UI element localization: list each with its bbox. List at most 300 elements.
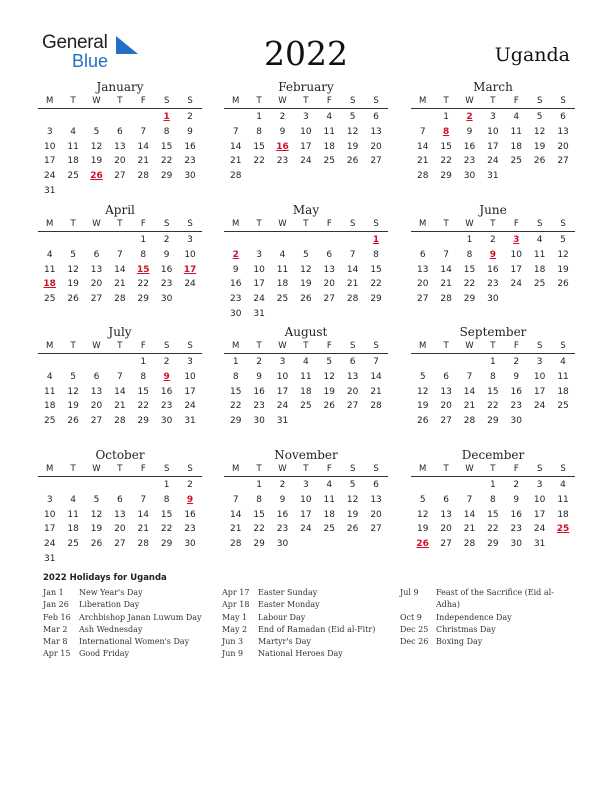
holiday-item [43, 648, 213, 660]
holiday-list-title: 2022 Holidays for Uganda [43, 573, 167, 583]
day-cell: 29 [253, 539, 265, 550]
day-cell: 28 [370, 401, 382, 412]
holiday-item [222, 624, 392, 636]
day-cell: 17 [43, 524, 56, 535]
holiday-day-cell: 9 [186, 494, 194, 505]
weekday-label: S [536, 464, 543, 474]
day-cell: 12 [346, 494, 359, 505]
day-cell [294, 233, 317, 248]
day-cell: 7 [443, 249, 449, 260]
holiday-day-cell: 3 [513, 235, 520, 245]
day-cell: 2 [256, 357, 262, 367]
day-cell [61, 478, 84, 493]
weekday-header [411, 340, 575, 354]
day-cell: 4 [536, 235, 543, 245]
day-cell: 29 [160, 171, 173, 182]
day-cell: 18 [323, 141, 335, 152]
day-cell: 14 [229, 141, 242, 152]
holiday-item [43, 612, 213, 624]
month-september [411, 325, 575, 429]
day-cell: 31 [253, 308, 265, 319]
day-cell: 28 [114, 416, 126, 427]
day-cell: 10 [184, 371, 196, 382]
holiday-item [43, 624, 213, 636]
month-may [224, 203, 388, 322]
day-cell [61, 233, 84, 248]
weekday-label: F [326, 219, 332, 229]
day-cell: 28 [463, 539, 476, 550]
logo-general-text: General [42, 32, 108, 53]
weekday-label: M [46, 96, 54, 106]
week-row [38, 399, 202, 414]
holiday-name: National Heroes Day [258, 649, 343, 659]
day-cell: 17 [300, 509, 312, 520]
week-row [38, 263, 202, 278]
day-cell [411, 355, 434, 370]
week-row [38, 248, 202, 263]
holiday-item [222, 636, 392, 648]
day-cell: 15 [370, 264, 382, 275]
weekday-label: F [513, 219, 519, 229]
day-cell: 25 [533, 279, 546, 290]
month-august [224, 325, 388, 429]
day-cell [132, 184, 155, 199]
day-cell: 24 [510, 279, 522, 290]
day-cell [318, 414, 341, 429]
day-cell [505, 292, 528, 307]
page-header [0, 0, 612, 80]
day-cell: 18 [276, 279, 289, 290]
month-title: September [459, 325, 527, 339]
day-cell [224, 110, 247, 125]
day-cell: 31 [533, 539, 546, 550]
day-cell: 3 [303, 112, 309, 122]
week-row [224, 370, 388, 385]
day-cell: 17 [510, 264, 522, 275]
day-cell: 7 [232, 494, 239, 505]
weekday-label: S [349, 96, 356, 106]
holiday-name: New Year's Day [79, 588, 143, 597]
day-cell: 30 [184, 171, 196, 182]
weekday-label: S [560, 219, 566, 229]
holiday-item [400, 587, 560, 612]
day-cell [155, 184, 178, 199]
day-cell [38, 110, 61, 125]
day-cell: 21 [229, 156, 242, 167]
weekday-label: W [92, 219, 101, 229]
day-cell: 9 [513, 371, 520, 382]
day-cell: 21 [137, 524, 149, 535]
day-cell: 9 [513, 494, 520, 505]
week-row [224, 508, 388, 523]
weekday-label: M [232, 96, 240, 106]
week-row [38, 370, 202, 385]
weekday-label: T [490, 341, 496, 351]
day-cell: 10 [276, 371, 289, 382]
month-april [38, 203, 202, 307]
day-cell: 4 [513, 112, 520, 122]
weekday-label: T [70, 464, 76, 474]
day-cell: 19 [346, 141, 359, 152]
holiday-item [400, 636, 560, 648]
day-cell: 7 [466, 371, 473, 382]
day-cell: 24 [533, 401, 546, 412]
day-cell: 5 [93, 494, 100, 505]
day-cell: 23 [276, 524, 289, 535]
day-cell [434, 478, 457, 493]
holiday-day-cell: 26 [416, 539, 429, 550]
day-cell: 22 [229, 401, 242, 412]
day-cell: 22 [137, 279, 149, 290]
day-cell: 14 [440, 264, 452, 275]
holiday-column [400, 587, 560, 648]
day-cell: 17 [300, 141, 312, 152]
day-cell: 21 [463, 401, 476, 412]
holiday-day-cell: 25 [556, 524, 570, 535]
week-row [224, 399, 388, 414]
day-cell [178, 184, 201, 199]
day-cell: 22 [160, 524, 173, 535]
day-cell: 16 [229, 279, 242, 290]
week-row [224, 385, 388, 400]
holiday-date: May 1 [222, 612, 248, 622]
month-title: November [274, 448, 338, 462]
holiday-date: Apr 18 [222, 600, 250, 610]
day-cell: 25 [323, 524, 335, 535]
weekday-label: W [92, 96, 101, 106]
day-cell: 8 [490, 494, 496, 505]
day-cell: 24 [487, 156, 499, 167]
day-cell: 29 [160, 539, 173, 550]
day-cell: 15 [229, 386, 242, 397]
day-cell: 16 [510, 509, 522, 520]
day-cell: 1 [466, 235, 473, 245]
weekday-label: S [163, 341, 170, 351]
holiday-name: Easter Monday [258, 600, 320, 610]
day-cell: 27 [557, 156, 569, 167]
weekday-label: F [513, 464, 519, 474]
day-cell: 19 [533, 141, 546, 152]
week-row [38, 125, 202, 140]
day-cell: 19 [90, 524, 103, 535]
day-cell [108, 552, 131, 567]
day-cell: 9 [256, 371, 262, 382]
day-cell: 11 [323, 494, 335, 505]
day-cell: 13 [346, 371, 359, 382]
day-cell: 24 [184, 279, 196, 290]
day-cell: 4 [560, 357, 566, 367]
day-cell: 20 [370, 141, 382, 152]
day-cell [458, 355, 481, 370]
day-cell: 13 [114, 509, 126, 520]
day-cell: 25 [43, 294, 56, 305]
holiday-name: Feast of the Sacrifice (Eid al-Adha) [436, 588, 554, 610]
day-cell: 31 [184, 416, 196, 427]
holiday-name: Easter Sunday [258, 588, 318, 597]
day-cell: 29 [370, 294, 382, 305]
logo-blue-text: Blue [72, 51, 109, 71]
weekday-label: W [278, 96, 287, 106]
weekday-label: M [232, 219, 240, 229]
day-cell: 19 [323, 386, 335, 397]
week-row [411, 140, 575, 155]
week-row [411, 169, 575, 184]
weekday-header [411, 95, 575, 109]
day-cell: 19 [557, 264, 569, 275]
day-cell [318, 537, 341, 552]
week-row [411, 233, 575, 248]
day-cell [318, 307, 341, 322]
day-cell [294, 169, 317, 184]
week-row [38, 493, 202, 508]
day-cell: 30 [510, 539, 522, 550]
holiday-date: May 2 [222, 624, 248, 634]
day-cell [341, 169, 364, 184]
day-cell [38, 355, 61, 370]
weekday-label: W [465, 219, 474, 229]
day-cell: 2 [490, 235, 496, 245]
holiday-item [222, 599, 392, 611]
day-cell: 4 [326, 112, 333, 122]
day-cell: 2 [513, 480, 520, 490]
day-cell [247, 233, 270, 248]
day-cell: 10 [184, 249, 196, 260]
weekday-label: W [465, 96, 474, 106]
day-cell: 23 [160, 401, 173, 412]
day-cell: 12 [346, 126, 359, 137]
day-cell: 28 [229, 539, 242, 550]
day-cell: 12 [90, 141, 103, 152]
holiday-name: Good Friday [79, 649, 130, 659]
holiday-day-cell: 2 [232, 249, 239, 260]
day-cell: 12 [300, 264, 312, 275]
holiday-day-cell: 9 [163, 371, 170, 382]
holiday-date: Mar 2 [43, 624, 68, 634]
day-cell: 27 [90, 294, 103, 305]
weekday-label: T [443, 341, 449, 351]
day-cell: 12 [533, 126, 546, 137]
day-cell: 23 [253, 401, 265, 412]
weekday-label: T [303, 96, 309, 106]
day-cell: 16 [463, 141, 476, 152]
month-title: January [96, 80, 144, 94]
day-cell [341, 537, 364, 552]
week-row [224, 277, 388, 292]
day-cell: 11 [67, 141, 79, 152]
holiday-name: Boxing Day [436, 637, 483, 647]
day-cell [364, 537, 387, 552]
weekday-label: M [46, 341, 54, 351]
day-cell: 6 [93, 371, 100, 382]
weekday-label: T [117, 464, 123, 474]
day-cell: 20 [90, 401, 103, 412]
week-row [224, 233, 388, 248]
holiday-date: Apr 15 [43, 649, 71, 659]
weekday-label: T [490, 96, 496, 106]
day-cell: 19 [67, 401, 79, 412]
day-cell [294, 537, 317, 552]
day-cell [224, 478, 247, 493]
weekday-label: M [46, 464, 54, 474]
day-cell: 28 [416, 171, 429, 182]
day-cell: 14 [114, 386, 126, 397]
day-cell: 21 [137, 156, 149, 167]
holiday-date: Dec 25 [400, 624, 429, 634]
day-cell: 21 [440, 279, 452, 290]
weekday-label: S [560, 96, 566, 106]
day-cell: 20 [440, 401, 452, 412]
day-cell: 3 [46, 494, 53, 505]
day-cell: 17 [43, 156, 56, 167]
weekday-label: F [513, 96, 519, 106]
day-cell: 14 [137, 509, 149, 520]
day-cell: 19 [90, 156, 103, 167]
day-cell [411, 233, 434, 248]
day-cell: 9 [232, 264, 239, 275]
day-cell: 6 [443, 371, 449, 382]
day-cell [364, 307, 387, 322]
day-cell [411, 478, 434, 493]
holiday-date: Jul 9 [400, 588, 419, 597]
day-cell: 17 [533, 509, 546, 520]
day-cell: 11 [323, 126, 335, 137]
week-row [224, 110, 388, 125]
day-cell: 27 [440, 416, 452, 427]
day-cell: 1 [490, 357, 496, 367]
weekday-label: W [92, 341, 101, 351]
day-cell: 7 [466, 494, 473, 505]
day-cell: 4 [70, 494, 76, 505]
day-cell [108, 184, 131, 199]
day-cell: 10 [43, 509, 56, 520]
day-cell: 18 [43, 401, 56, 412]
weekday-label: F [140, 464, 146, 474]
day-cell: 7 [373, 357, 379, 367]
day-cell: 14 [463, 386, 476, 397]
week-row [224, 537, 388, 552]
day-cell: 28 [440, 294, 452, 305]
day-cell: 14 [229, 509, 242, 520]
day-cell: 11 [533, 249, 546, 260]
day-cell: 28 [137, 171, 149, 182]
day-cell: 14 [137, 141, 149, 152]
day-cell: 24 [300, 524, 312, 535]
day-cell: 18 [300, 386, 312, 397]
day-cell [271, 307, 294, 322]
day-cell: 16 [184, 509, 196, 520]
day-cell: 24 [300, 156, 312, 167]
day-cell: 13 [114, 141, 126, 152]
day-cell: 20 [114, 524, 126, 535]
weekday-label: S [187, 219, 193, 229]
day-cell: 8 [163, 494, 170, 505]
weekday-header [224, 340, 388, 354]
day-cell: 1 [256, 480, 262, 490]
weekday-label: F [326, 96, 332, 106]
day-cell: 11 [67, 509, 79, 520]
day-cell: 16 [253, 386, 265, 397]
day-cell: 10 [533, 371, 546, 382]
weekday-label: F [326, 464, 332, 474]
weekday-label: S [536, 219, 543, 229]
day-cell: 2 [163, 357, 170, 367]
day-cell: 28 [114, 294, 126, 305]
day-cell [85, 233, 108, 248]
weekday-label: T [443, 464, 449, 474]
day-cell: 3 [303, 480, 309, 490]
month-title: August [284, 325, 328, 339]
day-cell: 9 [466, 126, 473, 137]
day-cell: 22 [440, 156, 452, 167]
weekday-label: S [163, 219, 170, 229]
day-cell: 5 [419, 494, 426, 505]
day-cell: 1 [140, 235, 147, 245]
day-cell: 27 [90, 416, 103, 427]
day-cell [85, 355, 108, 370]
day-cell: 4 [303, 357, 309, 367]
week-row [224, 292, 388, 307]
month-title: June [479, 203, 507, 217]
day-cell: 12 [557, 249, 569, 260]
day-cell: 5 [419, 371, 426, 382]
day-cell: 8 [256, 494, 262, 505]
holiday-date: Jun 9 [222, 649, 244, 659]
day-cell: 12 [323, 371, 335, 382]
holiday-date: Jan 1 [43, 588, 64, 597]
day-cell: 26 [346, 524, 359, 535]
day-cell: 22 [253, 156, 265, 167]
holiday-name: Martyr's Day [258, 637, 311, 647]
day-cell [61, 110, 84, 125]
holiday-item [400, 624, 560, 636]
weekday-label: F [140, 219, 146, 229]
day-cell: 20 [440, 524, 452, 535]
weekday-header [224, 463, 388, 477]
weekday-header [224, 95, 388, 109]
day-cell [551, 414, 574, 429]
day-cell: 28 [229, 171, 242, 182]
day-cell: 16 [510, 386, 522, 397]
day-cell: 10 [300, 494, 312, 505]
day-cell: 22 [253, 524, 265, 535]
day-cell: 6 [117, 494, 123, 505]
day-cell [85, 110, 108, 125]
day-cell [132, 478, 155, 493]
weekday-label: F [326, 341, 332, 351]
weekday-label: S [560, 464, 566, 474]
day-cell: 26 [533, 156, 546, 167]
day-cell: 3 [256, 249, 262, 260]
holiday-list [43, 573, 583, 659]
month-november [224, 448, 388, 552]
day-cell: 8 [490, 371, 496, 382]
day-cell: 7 [349, 249, 356, 260]
day-cell: 14 [416, 141, 429, 152]
day-cell: 1 [232, 357, 239, 367]
day-cell: 15 [253, 141, 265, 152]
weekday-label: T [490, 464, 496, 474]
weekday-label: M [419, 341, 427, 351]
day-cell: 25 [300, 401, 312, 412]
day-cell: 30 [160, 294, 173, 305]
day-cell: 28 [137, 539, 149, 550]
day-cell [85, 552, 108, 567]
weekday-label: T [117, 96, 123, 106]
weekday-label: T [303, 341, 309, 351]
weekday-label: T [303, 464, 309, 474]
day-cell: 12 [90, 509, 103, 520]
day-cell: 26 [416, 416, 429, 427]
